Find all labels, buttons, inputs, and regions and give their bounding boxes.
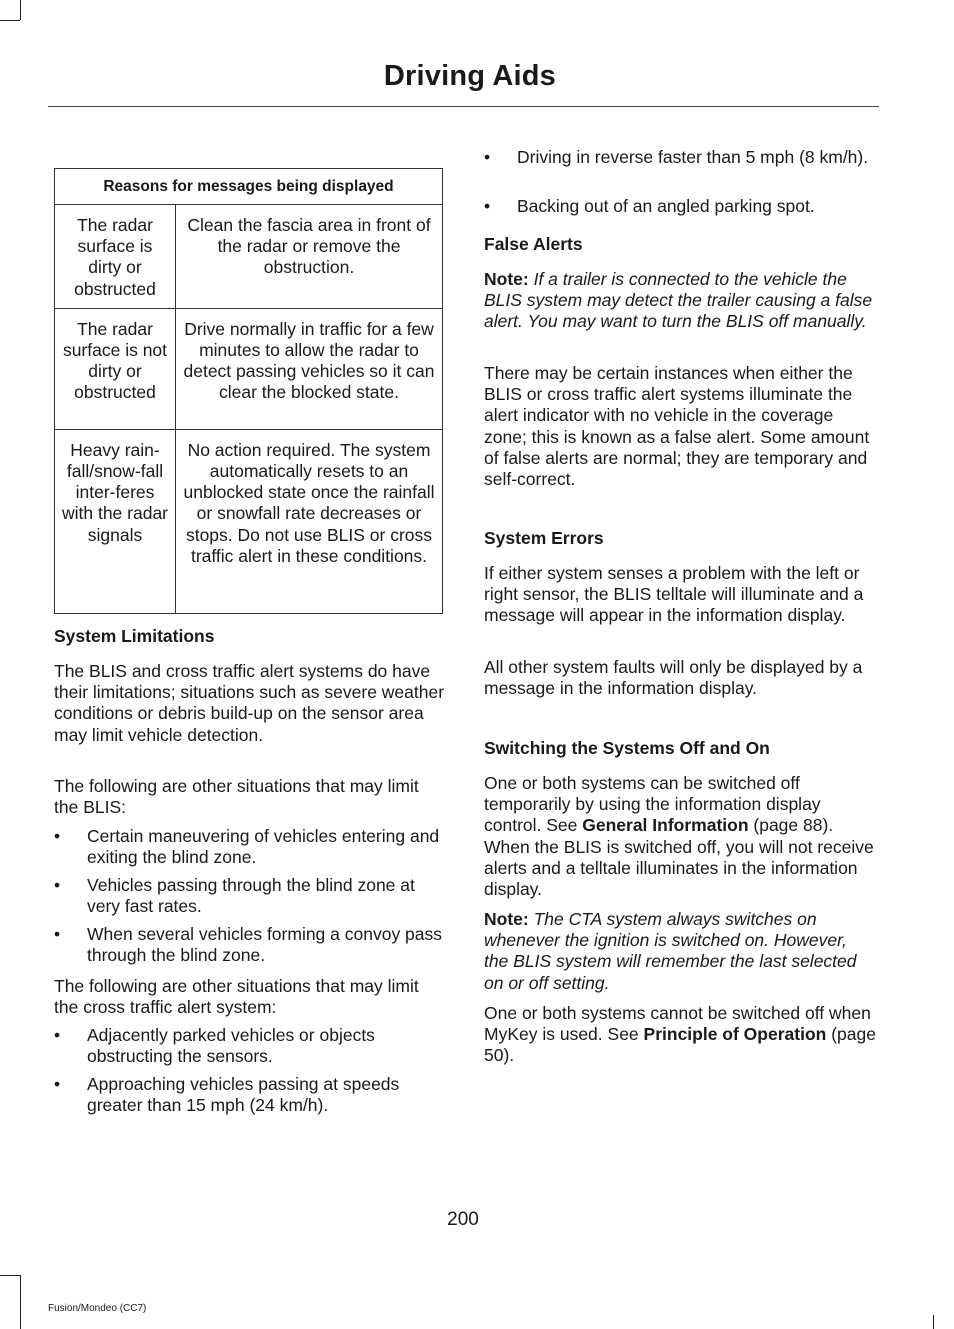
bullet-icon: • [54, 1074, 61, 1094]
list-item-text: Driving in reverse faster than 5 mph (8 km/h). [517, 147, 869, 167]
table-cell-action: Clean the fascia area in front of the radar or remove the obstruction. [176, 205, 443, 309]
paragraph [484, 1003, 876, 1067]
paragraph-text: One or both systems cannot be switched off when MyKey is used. See [484, 1003, 871, 1045]
header-divider [48, 106, 879, 107]
list-item [484, 147, 876, 191]
table-header: Reasons for messages being displayed [55, 169, 443, 205]
table-row [55, 308, 443, 429]
page-title: Driving Aids [383, 60, 556, 92]
section-heading: System Limitations [54, 626, 215, 646]
list-item [54, 924, 446, 968]
cross-reference-link[interactable]: Principle of Operation [643, 1024, 827, 1045]
list-item-text: Adjacently parked vehicles or objects obstructing the sensors. [87, 1025, 375, 1067]
bullet-icon: • [484, 196, 491, 216]
table-cell-reason: Heavy rain-fall/snow-fall inter-feres with the radar signals [55, 429, 176, 613]
crop-mark [0, 1275, 20, 1276]
note-label: Note: [484, 909, 529, 929]
table-row [55, 205, 443, 309]
crop-mark [20, 1275, 21, 1329]
section-heading: False Alerts [484, 234, 583, 254]
page-number: 200 [447, 1209, 479, 1230]
list-item [54, 826, 446, 870]
note-text: If a trailer is connected to the vehicle the BLIS system may detect the trailer causing a false alert. You may want to turn the BLIS off manually. [484, 269, 873, 332]
list-item [54, 875, 446, 919]
list-item-text: Vehicles passing through the blind zone at very fast rates. [87, 875, 415, 917]
paragraph: The following are other situations that may limit the BLIS: [54, 776, 419, 818]
crop-mark [933, 1315, 934, 1329]
paragraph-text: One or both systems can be switched off temporarily by using the information display control. See [484, 773, 821, 836]
list-item-text: Approaching vehicles passing at speeds greater than 15 mph (24 km/h). [87, 1074, 400, 1116]
table-cell-reason: The radar surface is dirty or obstructed [55, 205, 176, 309]
paragraph: If either system senses a problem with the left or right sensor, the BLIS telltale will illuminate and a message will appear in the information display. [484, 563, 864, 626]
note [484, 909, 876, 994]
paragraph-text: (page 50). [484, 1024, 876, 1066]
section-heading: Switching the Systems Off and On [484, 738, 770, 758]
bullet-icon: • [54, 875, 61, 895]
list-item-text: Backing out of an angled parking spot. [517, 196, 815, 216]
bullet-icon: • [54, 826, 61, 846]
table-row [55, 429, 443, 613]
list-item-text: When several vehicles forming a convoy pass through the blind zone. [87, 924, 443, 966]
messages-table [54, 168, 443, 614]
bullet-icon: • [54, 924, 61, 944]
section-heading: System Errors [484, 528, 604, 548]
paragraph-text: (page 88). When the BLIS is switched off, you will not receive alerts and a telltale illuminates in the information display. [484, 815, 874, 900]
footer-model-label: Fusion/Mondeo (CC7) [48, 1303, 147, 1314]
table-cell-action: Drive normally in traffic for a few minutes to allow the radar to detect passing vehicles so it can clear the blocked state. [176, 308, 443, 429]
bullet-icon: • [54, 1025, 61, 1045]
crop-mark [0, 20, 20, 21]
list-item [54, 1025, 446, 1069]
note-label: Note: [484, 269, 529, 289]
crop-mark [20, 0, 21, 20]
table-cell-action: No action required. The system automatically resets to an unblocked state once the rainfall or snowfall rate decreases or stops. Do not use BLIS or cross traffic alert in these conditions. [176, 429, 443, 613]
bullet-icon: • [484, 147, 491, 167]
paragraph: There may be certain instances when either the BLIS or cross traffic alert systems illuminate the alert indicator with no vehicle in the coverage zone; this is known as a false alert. Some amount of false alerts are normal; they are temporary and self-correct. [484, 363, 870, 490]
table-cell-reason: The radar surface is not dirty or obstructed [55, 308, 176, 429]
cross-reference-link[interactable]: General Information [582, 815, 749, 836]
list-item [484, 196, 876, 218]
paragraph: All other system faults will only be displayed by a message in the information display. [484, 657, 863, 699]
paragraph: The BLIS and cross traffic alert systems do have their limitations; situations such as severe weather conditions or debris build-up on the sensor area may limit vehicle detection. [54, 661, 445, 745]
note-text: The CTA system always switches on whenever the ignition is switched on. However, the BLIS system will remember the last selected on or off setting. [484, 909, 857, 993]
paragraph [484, 773, 876, 900]
note [484, 269, 876, 333]
list-item-text: Certain maneuvering of vehicles entering and exiting the blind zone. [87, 826, 440, 868]
paragraph: The following are other situations that may limit the cross traffic alert system: [54, 976, 419, 1018]
list-item [54, 1074, 446, 1118]
